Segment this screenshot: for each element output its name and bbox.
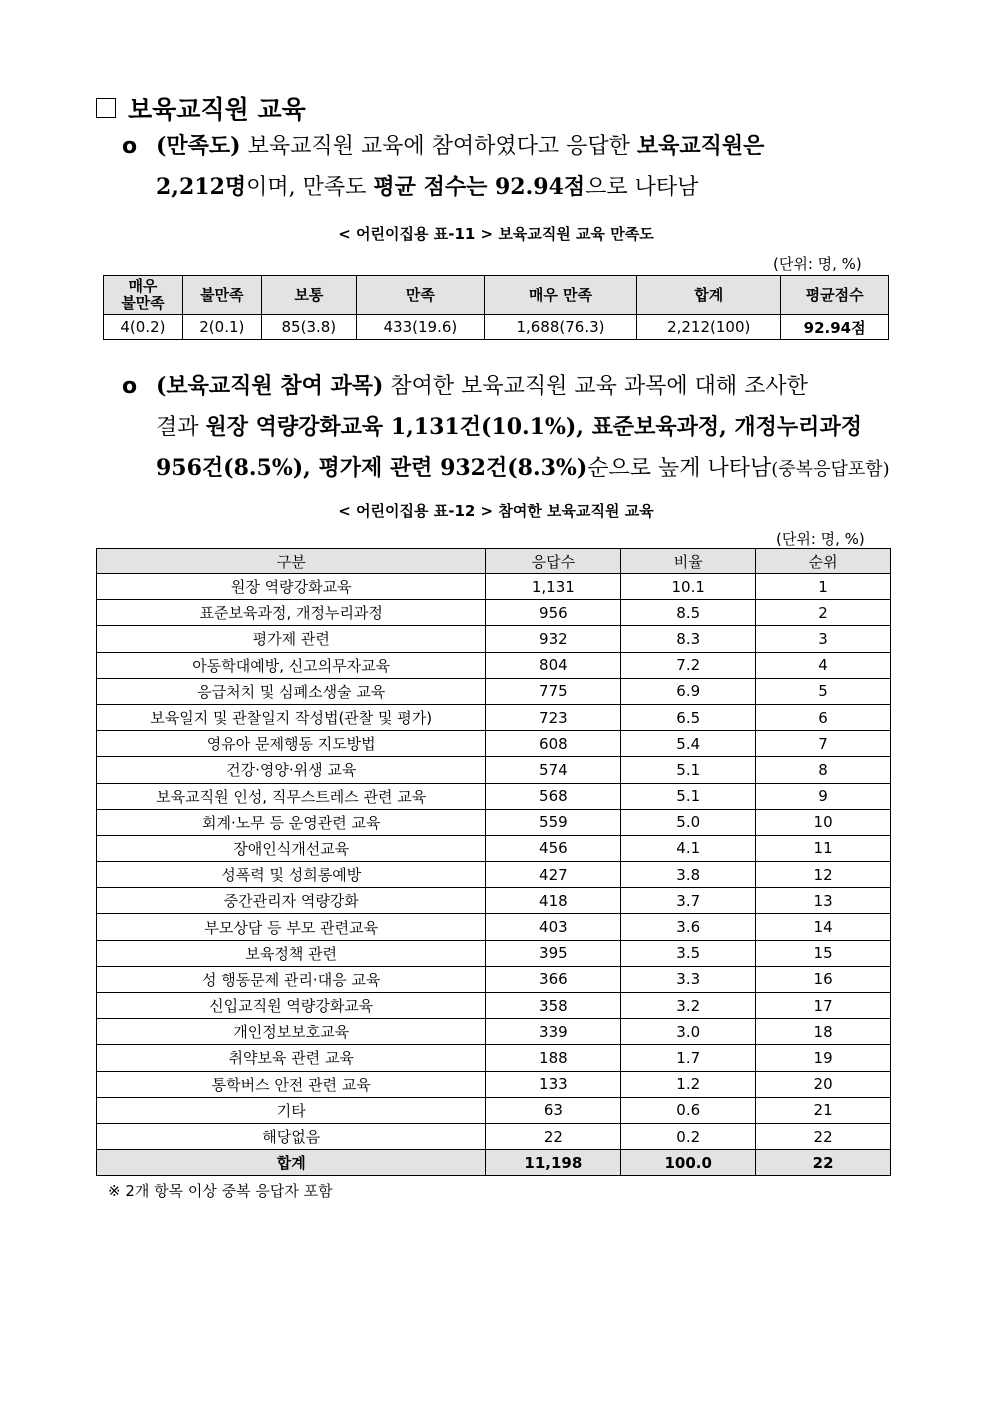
header-cell: 구분	[97, 549, 486, 574]
table-row	[97, 678, 891, 704]
table-cell: 기타	[97, 1097, 486, 1123]
table-cell: 932	[486, 626, 621, 652]
table-cell: 보육정책 관련	[97, 940, 486, 966]
total-cell: 11,198	[486, 1150, 621, 1176]
table-cell: 13	[756, 888, 891, 914]
table-cell: 회계·노무 등 운영관련 교육	[97, 809, 486, 835]
table-cell: 표준보육과정, 개정누리과정	[97, 600, 486, 626]
table-cell: 568	[486, 783, 621, 809]
bullet-icon: o	[122, 134, 138, 159]
total-cell: 100.0	[621, 1150, 756, 1176]
header-cell: 보통	[261, 276, 356, 315]
paragraph-subjects: o (보육교직원 참여 과목) 참여한 보육교직원 교육 과목에 대해 조사한 결과 원장 역량강화교육 1,131건(10.1%), 표준보육과정, 개정누리과정 956건(8.5%), 평가제 관련 932건(8.3%)순으로 높게 나타남(중복응답포함)	[122, 366, 902, 490]
header-cell: 평균점수	[781, 276, 889, 315]
table-cell: 20	[756, 1071, 891, 1097]
checkbox-square-icon	[96, 98, 116, 118]
table-cell: 19	[756, 1045, 891, 1071]
table-cell: 188	[486, 1045, 621, 1071]
table-cell: 6.5	[621, 704, 756, 730]
table-cell: 22	[486, 1123, 621, 1149]
table-cell: 통학버스 안전 관련 교육	[97, 1071, 486, 1097]
table-row	[97, 731, 891, 757]
table-cell: 18	[756, 1019, 891, 1045]
table-cell: 3.8	[621, 862, 756, 888]
table1-unit: (단위: 명, %)	[773, 255, 862, 273]
table-cell: 92.94점	[781, 315, 889, 340]
table-row	[97, 652, 891, 678]
table-cell: 804	[486, 652, 621, 678]
table-cell: 358	[486, 993, 621, 1019]
table-cell: 775	[486, 678, 621, 704]
table-row	[97, 966, 891, 992]
table-row	[97, 993, 891, 1019]
table-cell: 21	[756, 1097, 891, 1123]
table-row	[97, 574, 891, 600]
table-cell: 7	[756, 731, 891, 757]
table-cell: 3.6	[621, 914, 756, 940]
section-heading	[96, 90, 306, 126]
table-cell: 956	[486, 600, 621, 626]
header-cell: 비율	[621, 549, 756, 574]
table-row	[97, 914, 891, 940]
table-cell: 5.1	[621, 757, 756, 783]
table-cell: 12	[756, 862, 891, 888]
header-cell: 합계	[637, 276, 781, 315]
header-cell: 매우 불만족	[104, 276, 183, 315]
table-cell: 133	[486, 1071, 621, 1097]
table-cell: 5	[756, 678, 891, 704]
table-cell: 장애인식개선교육	[97, 835, 486, 861]
table-row	[97, 1071, 891, 1097]
table-cell: 6	[756, 704, 891, 730]
table-cell: 1,131	[486, 574, 621, 600]
table-header-row	[104, 276, 889, 315]
table-cell: 8	[756, 757, 891, 783]
table-cell: 15	[756, 940, 891, 966]
table-row	[97, 757, 891, 783]
table-cell: 1.7	[621, 1045, 756, 1071]
table-cell: 2(0.1)	[182, 315, 261, 340]
satisfaction-table	[103, 275, 889, 340]
total-cell: 22	[756, 1150, 891, 1176]
table-cell: 평가제 관련	[97, 626, 486, 652]
footnote: ※ 2개 항목 이상 중복 응답자 포함	[108, 1182, 333, 1200]
table-cell: 3.7	[621, 888, 756, 914]
table-cell: 신입교직원 역량강화교육	[97, 993, 486, 1019]
table-cell: 427	[486, 862, 621, 888]
table-cell: 8.5	[621, 600, 756, 626]
table2-unit: (단위: 명, %)	[776, 530, 865, 548]
table-cell: 원장 역량강화교육	[97, 574, 486, 600]
table-cell: 3	[756, 626, 891, 652]
table-cell: 6.9	[621, 678, 756, 704]
table-cell: 3.5	[621, 940, 756, 966]
table-cell: 5.0	[621, 809, 756, 835]
table-cell: 부모상담 등 부모 관련교육	[97, 914, 486, 940]
table1-caption: < 어린이집용 표-11 > 보육교직원 교육 만족도	[338, 225, 654, 243]
table-cell: 응급처치 및 심폐소생술 교육	[97, 678, 486, 704]
table-cell: 723	[486, 704, 621, 730]
table-header-row	[97, 549, 891, 574]
table-cell: 10	[756, 809, 891, 835]
total-row	[97, 1150, 891, 1176]
table-cell: 1,688(76.3)	[484, 315, 636, 340]
table-cell: 63	[486, 1097, 621, 1123]
table-cell: 중간관리자 역량강화	[97, 888, 486, 914]
table-cell: 3.0	[621, 1019, 756, 1045]
table-cell: 해당없음	[97, 1123, 486, 1149]
table-row	[104, 315, 889, 340]
table-cell: 취약보육 관련 교육	[97, 1045, 486, 1071]
table-row	[97, 704, 891, 730]
table-row	[97, 1019, 891, 1045]
table-cell: 418	[486, 888, 621, 914]
table-row	[97, 1097, 891, 1123]
table-cell: 3.3	[621, 966, 756, 992]
header-cell: 매우 만족	[484, 276, 636, 315]
table-cell: 아동학대예방, 신고의무자교육	[97, 652, 486, 678]
table-cell: 14	[756, 914, 891, 940]
table-row	[97, 940, 891, 966]
table-cell: 0.2	[621, 1123, 756, 1149]
paragraph-satisfaction: o (만족도) 보육교직원 교육에 참여하였다고 응답한 보육교직원은 2,212명이며, 만족도 평균 점수는 92.94점으로 나타남	[122, 126, 902, 208]
table-row	[97, 862, 891, 888]
table-cell: 574	[486, 757, 621, 783]
table-row	[97, 809, 891, 835]
table2-caption: < 어린이집용 표-12 > 참여한 보육교직원 교육	[338, 502, 654, 520]
table-cell: 0.6	[621, 1097, 756, 1123]
header-cell: 순위	[756, 549, 891, 574]
header-cell: 만족	[356, 276, 484, 315]
table-cell: 11	[756, 835, 891, 861]
table-cell: 339	[486, 1019, 621, 1045]
table-cell: 4.1	[621, 835, 756, 861]
table-cell: 366	[486, 966, 621, 992]
table-row	[97, 600, 891, 626]
table-cell: 403	[486, 914, 621, 940]
table-cell: 4(0.2)	[104, 315, 183, 340]
table-cell: 영유아 문제행동 지도방법	[97, 731, 486, 757]
table-cell: 2,212(100)	[637, 315, 781, 340]
table-cell: 456	[486, 835, 621, 861]
bullet-icon: o	[122, 374, 138, 399]
table-cell: 433(19.6)	[356, 315, 484, 340]
table-cell: 85(3.8)	[261, 315, 356, 340]
subjects-table	[96, 548, 891, 1176]
table-cell: 9	[756, 783, 891, 809]
table-row	[97, 835, 891, 861]
table-row	[97, 783, 891, 809]
table-cell: 보육교직원 인성, 직무스트레스 관련 교육	[97, 783, 486, 809]
header-cell: 응답수	[486, 549, 621, 574]
table-cell: 22	[756, 1123, 891, 1149]
table-cell: 개인정보보호교육	[97, 1019, 486, 1045]
table-cell: 성폭력 및 성희롱예방	[97, 862, 486, 888]
table-row	[97, 626, 891, 652]
total-cell: 합계	[97, 1150, 486, 1176]
table-cell: 건강·영양·위생 교육	[97, 757, 486, 783]
header-cell: 불만족	[182, 276, 261, 315]
table-row	[97, 1045, 891, 1071]
table-cell: 성 행동문제 관리·대응 교육	[97, 966, 486, 992]
table-cell: 395	[486, 940, 621, 966]
table-cell: 1	[756, 574, 891, 600]
section-title: 보육교직원 교육	[128, 95, 306, 124]
table-cell: 10.1	[621, 574, 756, 600]
table-cell: 2	[756, 600, 891, 626]
table-row	[97, 1123, 891, 1149]
table-cell: 7.2	[621, 652, 756, 678]
table-cell: 5.4	[621, 731, 756, 757]
table-cell: 8.3	[621, 626, 756, 652]
table-cell: 5.1	[621, 783, 756, 809]
table-body	[97, 574, 891, 1176]
table-row	[97, 888, 891, 914]
table-cell: 1.2	[621, 1071, 756, 1097]
table-cell: 608	[486, 731, 621, 757]
table-cell: 559	[486, 809, 621, 835]
table-cell: 보육일지 및 관찰일지 작성법(관찰 및 평가)	[97, 704, 486, 730]
table-cell: 3.2	[621, 993, 756, 1019]
table-cell: 4	[756, 652, 891, 678]
table-cell: 16	[756, 966, 891, 992]
table-cell: 17	[756, 993, 891, 1019]
